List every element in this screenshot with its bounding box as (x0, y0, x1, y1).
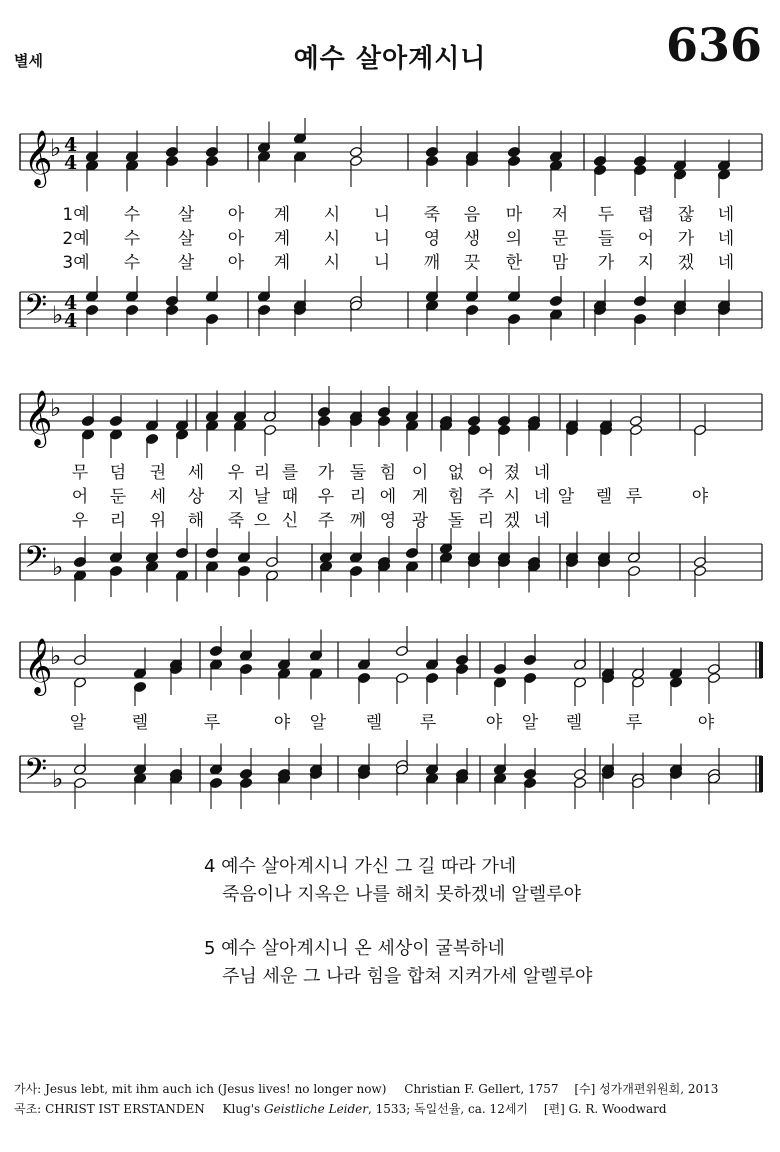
lyric-syllable: 리 (253, 463, 271, 483)
verse5-line2: 주님 세운 그 나라 힘을 합쳐 지켜가세 알렐루야 (222, 966, 593, 987)
lyric-syllable: 지 (227, 487, 245, 507)
lyric-syllable: 야 (691, 487, 709, 507)
lyric-syllable: 알 (521, 713, 539, 733)
lyric-syllable: 시 (323, 229, 341, 249)
lyric-syllable: 날 (253, 487, 271, 507)
bass-clef: 𝄢 (24, 541, 48, 582)
system2-bass-staff (0, 528, 780, 608)
lyric-syllable: 시 (323, 253, 341, 273)
time-signature-bottom: 4 (64, 310, 78, 333)
lyric-syllable: 계 (273, 253, 291, 273)
lyric-syllable: 음 (463, 205, 481, 225)
lyrics-credit (14, 1080, 718, 1097)
lyric-syllable: 신 (281, 511, 299, 531)
lyric-syllable: 루 (419, 713, 437, 733)
lyric-syllable: 야 (485, 713, 503, 733)
lyric-syllable: 끗 (463, 253, 481, 273)
section-label: 별세 (14, 52, 43, 70)
lyric-syllable: 권 (149, 463, 167, 483)
key-flat: ♭ (52, 553, 64, 581)
lyric-syllable: 덤 (109, 463, 127, 483)
key-flat: ♭ (50, 134, 62, 162)
lyric-syllable: 위 (149, 511, 167, 531)
system1-bass-staff (0, 276, 780, 356)
lyric-syllable: 지 (637, 253, 655, 273)
bass-clef: 𝄢 (24, 289, 48, 330)
lyric-syllable: 가 (317, 463, 335, 483)
lyric-syllable: 렵 (637, 205, 655, 225)
verse4-line2: 죽음이나 지옥은 나를 해치 못하겠네 알렐루야 (222, 884, 581, 905)
lyric-syllable: 루 (203, 713, 221, 733)
lyric-syllable: 우 (227, 463, 245, 483)
lyric-syllable: 리 (477, 511, 495, 531)
lyric-syllable: 시 (503, 487, 521, 507)
tune-label: 곡조: (14, 1102, 42, 1116)
system1-verse1 (0, 200, 780, 225)
lyric-syllable: 수 (123, 205, 141, 225)
lyric-syllable: 힘 (447, 487, 465, 507)
system3-bass-staff (0, 740, 780, 820)
tune-arranger: [편] G. R. Woodward (543, 1102, 667, 1116)
lyric-syllable: 께 (349, 511, 367, 531)
lyric-syllable: 의 (505, 229, 523, 249)
lyric-syllable: 깨 (423, 253, 441, 273)
tune-credit (14, 1100, 667, 1117)
lyric-syllable: 어 (477, 463, 495, 483)
lyric-syllable: 없 (447, 463, 465, 483)
lyric-syllable: 야 (273, 713, 291, 733)
lyric-syllable: 니 (373, 253, 391, 273)
lyric-syllable: 네 (717, 253, 735, 273)
hymn-number: 636 (665, 18, 762, 72)
lyric-syllable: 문 (551, 229, 569, 249)
lyric-syllable: 렐 (595, 487, 613, 507)
system1-verse2 (0, 224, 780, 249)
lyrics-revision: [수] 성가개편위원회, 2013 (574, 1082, 719, 1096)
lyric-syllable: 루 (625, 713, 643, 733)
tune-name: CHRIST IST ERSTANDEN (45, 1102, 205, 1116)
lyric-syllable: 무 (71, 463, 89, 483)
lyric-syllable: 야 (697, 713, 715, 733)
lyric-syllable: 계 (273, 205, 291, 225)
lyric-syllable: 아 (227, 229, 245, 249)
lyric-syllable: 죽 (227, 511, 245, 531)
lyric-syllable: 니 (373, 229, 391, 249)
lyric-syllable: 주 (477, 487, 495, 507)
lyric-syllable: 렐 (131, 713, 149, 733)
lyric-syllable: 네 (533, 487, 551, 507)
key-flat: ♭ (52, 301, 64, 329)
lyric-syllable: 저 (551, 205, 569, 225)
lyric-syllable: 가 (677, 229, 695, 249)
lyric-syllable: 둘 (349, 463, 367, 483)
treble-clef: 𝄞 (24, 390, 53, 446)
lyric-syllable: 렐 (365, 713, 383, 733)
lyric-syllable: 겠 (677, 253, 695, 273)
lyric-syllable: 생 (463, 229, 481, 249)
system2-verse3 (0, 506, 780, 531)
system3-treble-staff (0, 626, 780, 706)
lyric-syllable: 가 (597, 253, 615, 273)
lyric-syllable: 상 (187, 487, 205, 507)
time-signature-bottom: 4 (64, 152, 78, 175)
lyric-syllable: 영 (423, 229, 441, 249)
lyric-syllable: 둔 (109, 487, 127, 507)
lyric-syllable: 3예 (62, 253, 90, 273)
lyric-syllable: 영 (379, 511, 397, 531)
lyric-syllable: 니 (373, 205, 391, 225)
lyric-syllable: 리 (349, 487, 367, 507)
lyric-syllable: 졌 (503, 463, 521, 483)
lyric-syllable: 네 (717, 205, 735, 225)
lyric-syllable: 들 (597, 229, 615, 249)
verse4-line1: 4 예수 살아계시니 가신 그 길 따라 가네 (204, 856, 517, 877)
key-flat: ♭ (52, 765, 64, 793)
lyric-syllable: 해 (187, 511, 205, 531)
tune-source: Klug's Geistliche Leider, 1533; 독일선율, ca. 12세기 (222, 1102, 529, 1116)
lyric-syllable: 으 (253, 511, 271, 531)
lyric-syllable: 루 (625, 487, 643, 507)
lyric-syllable: 수 (123, 229, 141, 249)
hymn-title: 예수 살아계시니 (293, 44, 487, 74)
key-flat: ♭ (50, 394, 62, 422)
lyric-syllable: 살 (177, 229, 195, 249)
time-signature-top: 4 (64, 134, 78, 157)
treble-clef: 𝄞 (24, 130, 53, 186)
bass-clef: 𝄢 (24, 753, 48, 794)
final-barline (759, 756, 763, 792)
lyric-syllable: 시 (323, 205, 341, 225)
lyric-syllable: 힘 (379, 463, 397, 483)
lyric-syllable: 알 (309, 713, 327, 733)
lyric-syllable: 마 (505, 205, 523, 225)
system2-treble-staff (0, 378, 780, 458)
lyric-syllable: 때 (281, 487, 299, 507)
lyrics-author: Christian F. Gellert, 1757 (404, 1082, 559, 1096)
lyric-syllable: 광 (411, 511, 429, 531)
lyric-syllable: 두 (597, 205, 615, 225)
time-signature-top: 4 (64, 292, 78, 315)
lyric-syllable: 돌 (447, 511, 465, 531)
lyric-syllable: 아 (227, 253, 245, 273)
lyric-syllable: 주 (317, 511, 335, 531)
lyric-syllable: 렐 (565, 713, 583, 733)
lyric-syllable: 리 (109, 511, 127, 531)
lyric-syllable: 2예 (62, 229, 90, 249)
lyric-syllable: 우 (71, 511, 89, 531)
lyric-syllable: 에 (379, 487, 397, 507)
lyric-syllable: 살 (177, 205, 195, 225)
system3-refrain (0, 708, 780, 733)
final-barline (759, 642, 763, 678)
lyrics-label: 가사: (14, 1082, 42, 1096)
lyric-syllable: 맘 (551, 253, 569, 273)
lyric-syllable: 아 (227, 205, 245, 225)
lyric-syllable: 알 (69, 713, 87, 733)
lyric-syllable: 네 (717, 229, 735, 249)
lyric-syllable: 알 (557, 487, 575, 507)
lyric-syllable: 한 (505, 253, 523, 273)
lyric-syllable: 이 (411, 463, 429, 483)
system1-verse3 (0, 248, 780, 273)
lyric-syllable: 어 (637, 229, 655, 249)
lyric-syllable: 겠 (503, 511, 521, 531)
lyric-syllable: 세 (149, 487, 167, 507)
lyrics-source: Jesus lebt, mit ihm auch ich (Jesus lives! no longer now) (45, 1082, 387, 1096)
system2-verse1 (0, 458, 780, 483)
lyric-syllable: 1예 (62, 205, 90, 225)
system1-treble-staff (0, 118, 780, 198)
lyric-syllable: 살 (177, 253, 195, 273)
lyric-syllable: 세 (187, 463, 205, 483)
lyric-syllable: 잖 (677, 205, 695, 225)
lyric-syllable: 우 (317, 487, 335, 507)
lyric-syllable: 계 (273, 229, 291, 249)
key-flat: ♭ (50, 642, 62, 670)
lyric-syllable: 네 (533, 463, 551, 483)
lyric-syllable: 네 (533, 511, 551, 531)
lyric-syllable: 어 (71, 487, 89, 507)
treble-clef: 𝄞 (24, 638, 53, 694)
system2-verse2 (0, 482, 780, 507)
lyric-syllable: 게 (411, 487, 429, 507)
lyric-syllable: 죽 (423, 205, 441, 225)
verse5-line1: 5 예수 살아계시니 온 세상이 굴복하네 (204, 938, 505, 959)
lyric-syllable: 수 (123, 253, 141, 273)
lyric-syllable: 를 (281, 463, 299, 483)
